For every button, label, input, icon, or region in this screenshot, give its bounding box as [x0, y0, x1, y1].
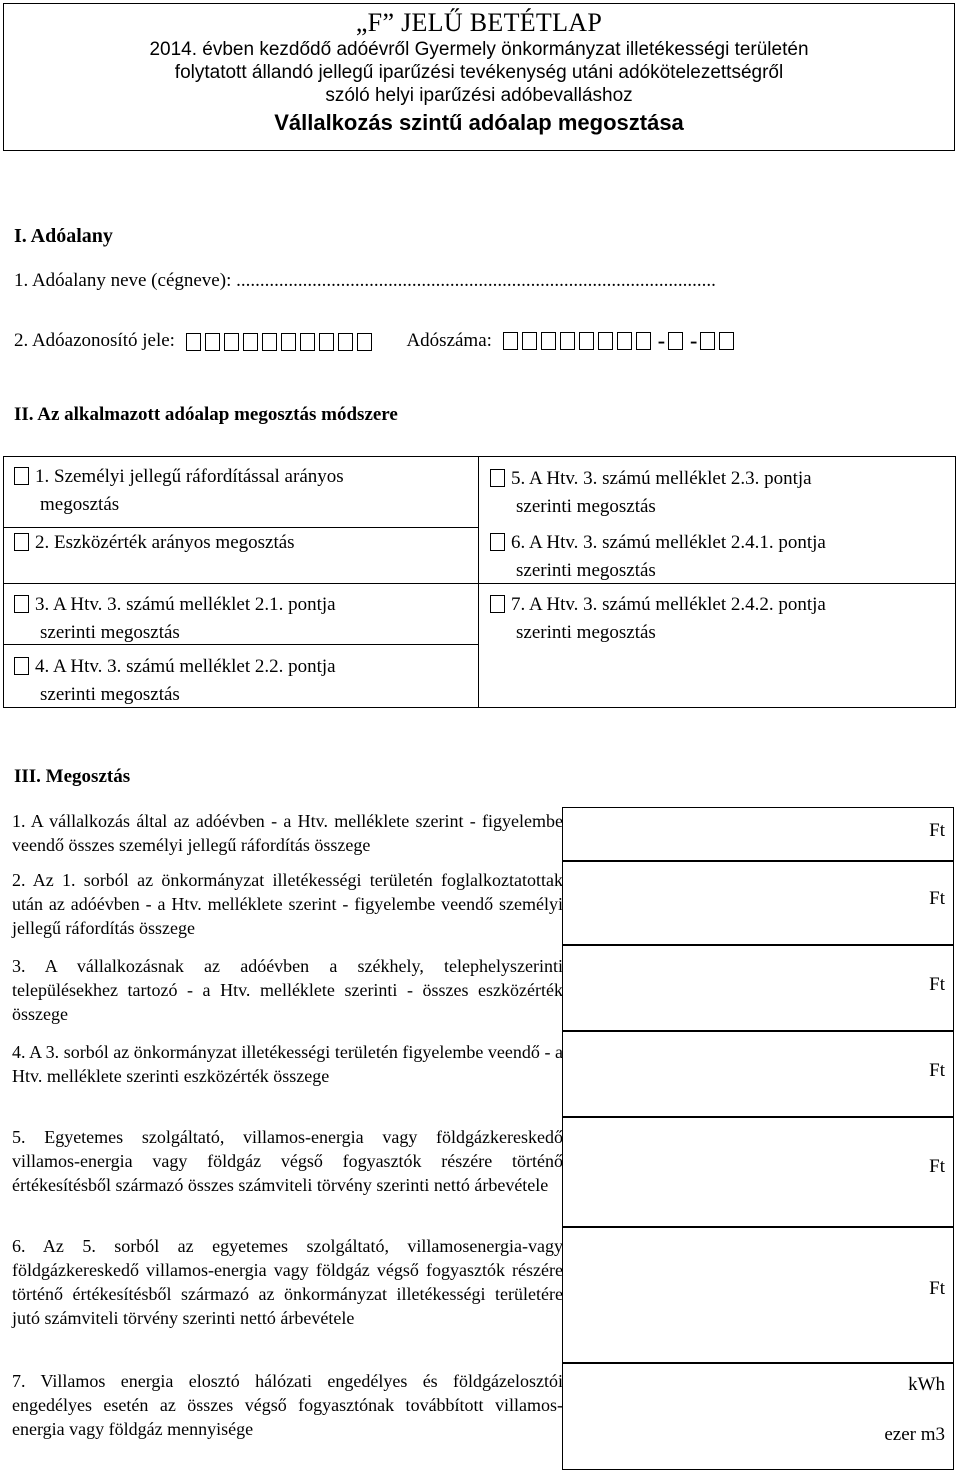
method-option-1[interactable]: 1. Személyi jellegű ráfordítással arányos megosztás [14, 463, 344, 519]
tax-id-digit-box[interactable] [186, 333, 201, 351]
tax-id-digit-box[interactable] [262, 333, 277, 351]
allocation-row-3-value[interactable] [562, 945, 954, 1031]
tax-number-separator: - [690, 328, 698, 353]
method-checkbox[interactable] [490, 595, 505, 613]
method-checkbox[interactable] [14, 467, 29, 485]
tax-number-digit-box[interactable] [719, 332, 734, 350]
method-checkbox[interactable] [490, 533, 505, 551]
method-option-3[interactable]: 3. A Htv. 3. számú melléklet 2.1. pontja szerinti megosztás [14, 591, 336, 647]
method-option-2[interactable]: 2. Eszközérték arányos megosztás [14, 529, 295, 557]
form-header [3, 3, 955, 151]
tax-number-label: Adószáma: [406, 330, 492, 351]
allocation-row-1 [3, 807, 956, 861]
unit-label: Ft [929, 1156, 945, 1177]
allocation-row-7-value[interactable] [562, 1363, 954, 1470]
tax-number-boxes[interactable] [503, 328, 739, 354]
allocation-row-3-text: 3. A vállalkozásnak az adóévben a székhely, telephelyszerinti településekhez tartozó - a Htv. melléklete szerinti - összes eszközérték összege [12, 956, 563, 1024]
allocation-row-3 [3, 945, 956, 1031]
allocation-row-6 [3, 1227, 956, 1363]
method-checkbox[interactable] [14, 533, 29, 551]
form-intro-line-2: folytatott állandó jellegű iparűzési tevékenység utáni adókötelezettségről [174, 62, 784, 83]
tax-number-digit-box[interactable] [598, 332, 613, 350]
form-intro-line-1: 2014. évben kezdődő adóévről Gyermely önkormányzat illetékességi területén [149, 39, 809, 60]
taxpayer-name-label: 1. Adóalany neve (cégneve): [14, 270, 237, 291]
allocation-row-7-text: 7. Villamos energia elosztó hálózati engedélyes és földgázelosztói engedélyes esetén az összes végső fogyasztónak továbbított villamos-energia vagy földgáz mennyisége [12, 1371, 563, 1439]
unit-label: Ft [929, 888, 945, 909]
taxpayer-name-row [14, 270, 944, 292]
form-subtitle: Vállalkozás szintű adóalap megosztása [274, 110, 684, 135]
method-option-6[interactable]: 6. A Htv. 3. számú melléklet 2.4.1. pontja szerinti megosztás [490, 529, 826, 585]
method-checkbox[interactable] [14, 657, 29, 675]
tax-number-digit-box[interactable] [636, 332, 651, 350]
method-table [3, 456, 956, 708]
tax-id-digit-box[interactable] [319, 333, 334, 351]
allocation-row-1-value[interactable] [562, 807, 954, 861]
allocation-row-4-text: 4. A 3. sorból az önkormányzat illetékességi területén figyelembe veendő - a Htv. melléklete szerinti eszközérték összege [12, 1042, 563, 1086]
tax-id-digit-box[interactable] [205, 333, 220, 351]
allocation-row-2-value[interactable] [562, 861, 954, 945]
tax-number-digit-box[interactable] [668, 332, 683, 350]
allocation-row-5 [3, 1117, 956, 1227]
tax-number-digit-box[interactable] [560, 332, 575, 350]
allocation-row-4 [3, 1031, 956, 1117]
unit-label: Ft [929, 820, 945, 841]
tax-number-digit-box[interactable] [617, 332, 632, 350]
form-intro-line-3: szóló helyi iparűzési adóbevalláshoz [325, 85, 633, 106]
tax-number-digit-box[interactable] [522, 332, 537, 350]
unit-label-m3: ezer m3 [884, 1424, 945, 1445]
method-checkbox[interactable] [14, 595, 29, 613]
allocation-row-5-text: 5. Egyetemes szolgáltató, villamos-energia vagy földgázkereskedő villamos-energia vagy földgáz végső fogyasztók részére történő értékesítésből származó összes számviteli törvény szerinti nettó árbevétele [12, 1127, 563, 1195]
tax-number-digit-box[interactable] [579, 332, 594, 350]
tax-id-digit-box[interactable] [338, 333, 353, 351]
unit-label: Ft [929, 1278, 945, 1299]
allocation-row-2 [3, 861, 956, 945]
tax-number-separator: - [657, 328, 666, 353]
allocation-table [3, 807, 956, 1470]
method-option-4[interactable]: 4. A Htv. 3. számú melléklet 2.2. pontja szerinti megosztás [14, 653, 336, 709]
tax-id-label: 2. Adóazonosító jele: [14, 330, 175, 351]
tax-id-digit-box[interactable] [243, 333, 258, 351]
method-table-divider [478, 457, 479, 707]
allocation-row-1-text: 1. A vállalkozás által az adóévben - a Htv. melléklete szerint - figyelembe veendő összes személyi jellegű ráfordítás összege [12, 811, 563, 855]
tax-id-digit-box[interactable] [224, 333, 239, 351]
tax-number-digit-box[interactable] [700, 332, 715, 350]
method-option-7[interactable]: 7. A Htv. 3. számú melléklet 2.4.2. pontja szerinti megosztás [490, 591, 826, 647]
taxpayer-name-field[interactable]: ..................................................................................................... [236, 270, 716, 291]
section-1-title: I. Adóalany [14, 225, 113, 247]
method-row-line [4, 527, 478, 528]
tax-id-digit-box[interactable] [357, 333, 372, 351]
tax-id-digit-box[interactable] [300, 333, 315, 351]
tax-id-digit-box[interactable] [281, 333, 296, 351]
tax-id-boxes[interactable] [186, 330, 376, 352]
allocation-row-6-value[interactable] [562, 1227, 954, 1363]
unit-label-kwh: kWh [908, 1374, 945, 1395]
allocation-row-6-text: 6. Az 5. sorból az egyetemes szolgáltató, villamosenergia-vagy földgázkereskedő villamos-energia vagy földgáz végső fogyasztók részére történő értékesítésből származó az önkormányzat illetékességi területére jutó számviteli törvény szerinti nettó árbevétele [12, 1236, 563, 1328]
unit-label: Ft [929, 1060, 945, 1081]
section-3-title: III. Megosztás [14, 766, 131, 787]
unit-label: Ft [929, 974, 945, 995]
tax-number-digit-box[interactable] [503, 332, 518, 350]
allocation-row-7 [3, 1363, 956, 1470]
tax-number-digit-box[interactable] [541, 332, 556, 350]
form-title: „F” JELŰ BETÉTLAP [355, 8, 603, 37]
section-2-title: II. Az alkalmazott adóalap megosztás módszere [14, 404, 398, 425]
tax-id-row [14, 328, 738, 354]
allocation-row-2-text: 2. Az 1. sorból az önkormányzat illetékességi területén foglalkoztatottak után az adóévben - a Htv. melléklete szerint - figyelembe veendő személyi jellegű ráfordítás összege [12, 870, 563, 938]
allocation-row-5-value[interactable] [562, 1117, 954, 1227]
allocation-row-4-value[interactable] [562, 1031, 954, 1117]
method-option-5[interactable]: 5. A Htv. 3. számú melléklet 2.3. pontja szerinti megosztás [490, 465, 812, 521]
method-checkbox[interactable] [490, 469, 505, 487]
